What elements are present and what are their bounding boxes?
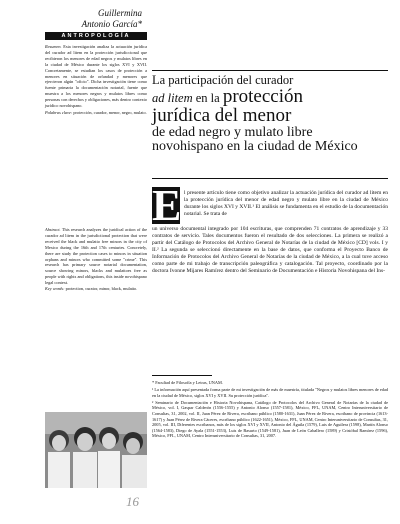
- abstract-keywords: protection, curator, minor, black, mulatto.: [64, 286, 138, 292]
- title-line-4: de edad negro y mulato libre: [152, 125, 313, 140]
- title-rule-bottom: [152, 178, 388, 179]
- section-rubric: ANTROPOLOGÍA: [45, 32, 147, 40]
- abstract-lead: Abstract.: [45, 227, 61, 232]
- title-en-la: en la: [192, 90, 223, 105]
- title-line-1: La participación del curador: [152, 73, 294, 87]
- abstract-text: This research analyzes the juridical action of the curador ad litem in the jurisdictional protection that were received the black and mulatto free minors in the city of Mexico during the 16th and 17th centuries. Concretely, there are study the protection cases to minors in situation orphans and minors who committed some "crime". This research has primary source notarial documentation, source showing minors, blacks and mulattoes free as people with rights and obligations, this inside novohispano legal context.: [45, 227, 147, 286]
- drop-cap: E: [152, 181, 182, 230]
- title-rule-top: [152, 70, 388, 71]
- title-ad-litem: ad litem: [152, 90, 193, 105]
- resumen-lead: Resumen.: [45, 44, 62, 49]
- title-line-3: jurídica del menor: [152, 105, 292, 127]
- footnotes: [152, 380, 388, 440]
- title-proteccion: protección: [222, 85, 304, 107]
- footnote-2: ² Seminario de Documentación e Historia Novohispana, Catálogo de Protocolos del Archivo General de Notarías de la ciudad de México, vol. I, Gaspar Calderón (1556-1555) y Antonio Alonso (1557-1581), México, FFL, UNAM, Centro Interuniversitario de Consultas, 31, 2002, vol. II, Juan Pérez de Rivera, escribano público (1580-1631), Juan Pérez de Rivera, escribano de provincia (1613-1617) y Juan Pérez de Rivera Cáceres, escribano público (1622-1651), México, FFL, UNAM, Centro Interuniversitario de Consultas, 31, 2005, vol. III, Diferentes escribanos, más de los siglos XVI y XVII, Antonio del Águila (1579), Luis de Aguilera (1598), Martín Alonso (1564-1583), Diego de Ayala (1551-1553), Luis de Basurto (1549-1581), Juan de León Caballero (1589) y Cristóbal Ramírez (1596), México, FFL, UNAM, Centro Interuniversitario de Consultas, 31, 2007.: [152, 399, 388, 439]
- author-name: [52, 8, 142, 30]
- resumen-block: [45, 44, 147, 116]
- footnote-rule: [152, 375, 212, 376]
- abstract-block: [45, 227, 147, 292]
- title-line-5: novohispano en la ciudad de México: [152, 139, 358, 155]
- article-title: [152, 74, 388, 155]
- footnote-affiliation: * Facultad de Filosofía y Letras, UNAM.: [152, 380, 223, 385]
- abstract-keywords-label: Key words:: [45, 286, 65, 292]
- resumen-keywords: protección, curador, menor, negro, mulato.: [72, 109, 147, 115]
- footnote-1: ¹ La información aquí presentada forma parte de mi investigación de más de maestría, titulada "Negros y mulatos libres menores de edad en la ciudad de México, siglos XVI y XVII. Su protección jurídica".: [152, 387, 388, 398]
- page-number: 16: [126, 494, 139, 509]
- body-paragraph-2: un universo documental integrado por 104 escrituras, que comprenden 71 contratos de aprendizaje y 33 contratos de servicio. Tales documentos fueron el resultado de dos selecciones. La primera se realizó a partir del Catálogo de Protocolos del Archivo General de Notarías de la ciudad de México [CD] vols. I y II.² La segunda se seleccionó directamente en la base de datos, que conforma el Proyecto Banco de Información de Protocolos del Archivo General de Notarías de la ciudad de México, a la cual tuve acceso como parte de mi trabajo de transcripción paleográfica y catalogación. Tal proyecto, coordinado por la doctora Ivonne Mijares Ramírez dentro del Seminario de Documentación e Historia Novohispana del Ins-: [152, 226, 388, 274]
- photo-illustration: [45, 412, 147, 488]
- body-paragraph-1: l presente artículo tiene como objetivo analizar la actuación jurídica del curador ad litem en la protección jurídica del menor de edad negro y mulato libre en la ciudad de México durante los siglos XVI y XVII.¹ El análisis se fundamenta en el estudio de la documentación notarial. Se trata de: [184, 190, 388, 217]
- resumen-keywords-label: Palabras clave:: [45, 109, 73, 115]
- author-first-name: Guillermina: [98, 8, 142, 18]
- children-photo: [45, 412, 147, 488]
- author-surname: Antonio García*: [81, 19, 142, 29]
- resumen-text: Esta investigación analiza la actuación jurídica del curador ad litem en la protección jurisdiccional que recibieron los menores de edad negros y mulatos libres en la ciudad de México durante los siglos XVI y XVII. Concretamente, se estudian los casos de protección a menores en situación de orfandad y menores que ejercieron algún "oficio". Dicha investigación tiene como fuente primaria la documentación notarial, fuente que muestra a los menores negros y mulatos libres como personas con derechos y obligaciones, más dentro contexto jurídico novohispano.: [45, 44, 147, 109]
